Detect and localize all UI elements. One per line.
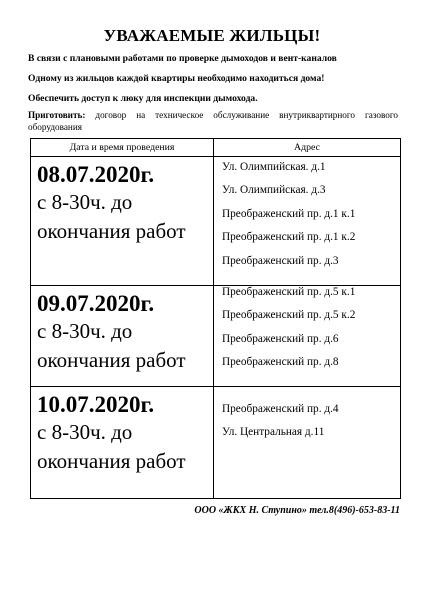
address-cell [214,387,401,499]
row-time: с 8-30ч. до [37,190,133,214]
address-item: Ул. Центральная д.11 [222,426,325,439]
row-until: окончания работ [37,449,186,473]
row-date: 10.07.2020г. [37,392,155,417]
row-until: окончания работ [37,348,186,372]
address-item: Преображенский пр. д.6 [222,332,339,345]
table-header-row [31,139,401,157]
prepare-text: договор на техническое обслуживание внутриквартирного газового оборудования [28,110,399,132]
row-date: 09.07.2020г. [37,291,155,316]
row-time: с 8-30ч. до [37,420,133,444]
address-item: Преображенский пр. д.1 к.2 [222,231,356,244]
company-contact: ООО «ЖКХ Н. Ступино» тел.8(496)-653-83-11 [194,505,400,516]
notice-title: УВАЖАЕМЫЕ ЖИЛЬЦЫ! [103,26,321,45]
address-item: Преображенский пр. д.3 [222,254,339,267]
row-date: 08.07.2020г. [37,162,155,187]
address-item: Ул. Олимпийская. д.3 [222,184,326,197]
prepare-note [28,110,398,133]
table-row [31,286,401,387]
row-until: окончания работ [37,219,186,243]
address-cell [214,157,401,286]
address-item: Преображенский пр. д.5 к.1 [222,286,356,298]
address-item: Преображенский пр. д.5 к.2 [222,309,356,322]
notice-line-2: Одному из жильцов каждой квартиры необходимо находиться дома! [28,73,325,84]
schedule-table [30,138,401,499]
table-row [31,387,401,499]
prepare-label: Приготовить: [28,110,86,120]
address-item: Преображенский пр. д.4 [222,403,339,415]
notice-line-1: В связи с плановыми работами по проверке дымоходов и вент-каналов [28,53,337,64]
notice-line-3: Обеспечить доступ к люку для инспекции дымохода. [28,93,258,104]
header-date-time: Дата и время проведения [31,139,214,157]
row-time: с 8-30ч. до [37,319,133,343]
address-item: Преображенский пр. д.8 [222,356,339,369]
address-cell [214,286,401,387]
date-cell [31,286,214,387]
date-cell [31,387,214,499]
table-row [31,157,401,286]
header-address: Адрес [214,139,401,157]
date-cell [31,157,214,286]
address-item: Ул. Олимпийская. д.1 [222,161,326,173]
address-item: Преображенский пр. д.1 к.1 [222,207,356,220]
